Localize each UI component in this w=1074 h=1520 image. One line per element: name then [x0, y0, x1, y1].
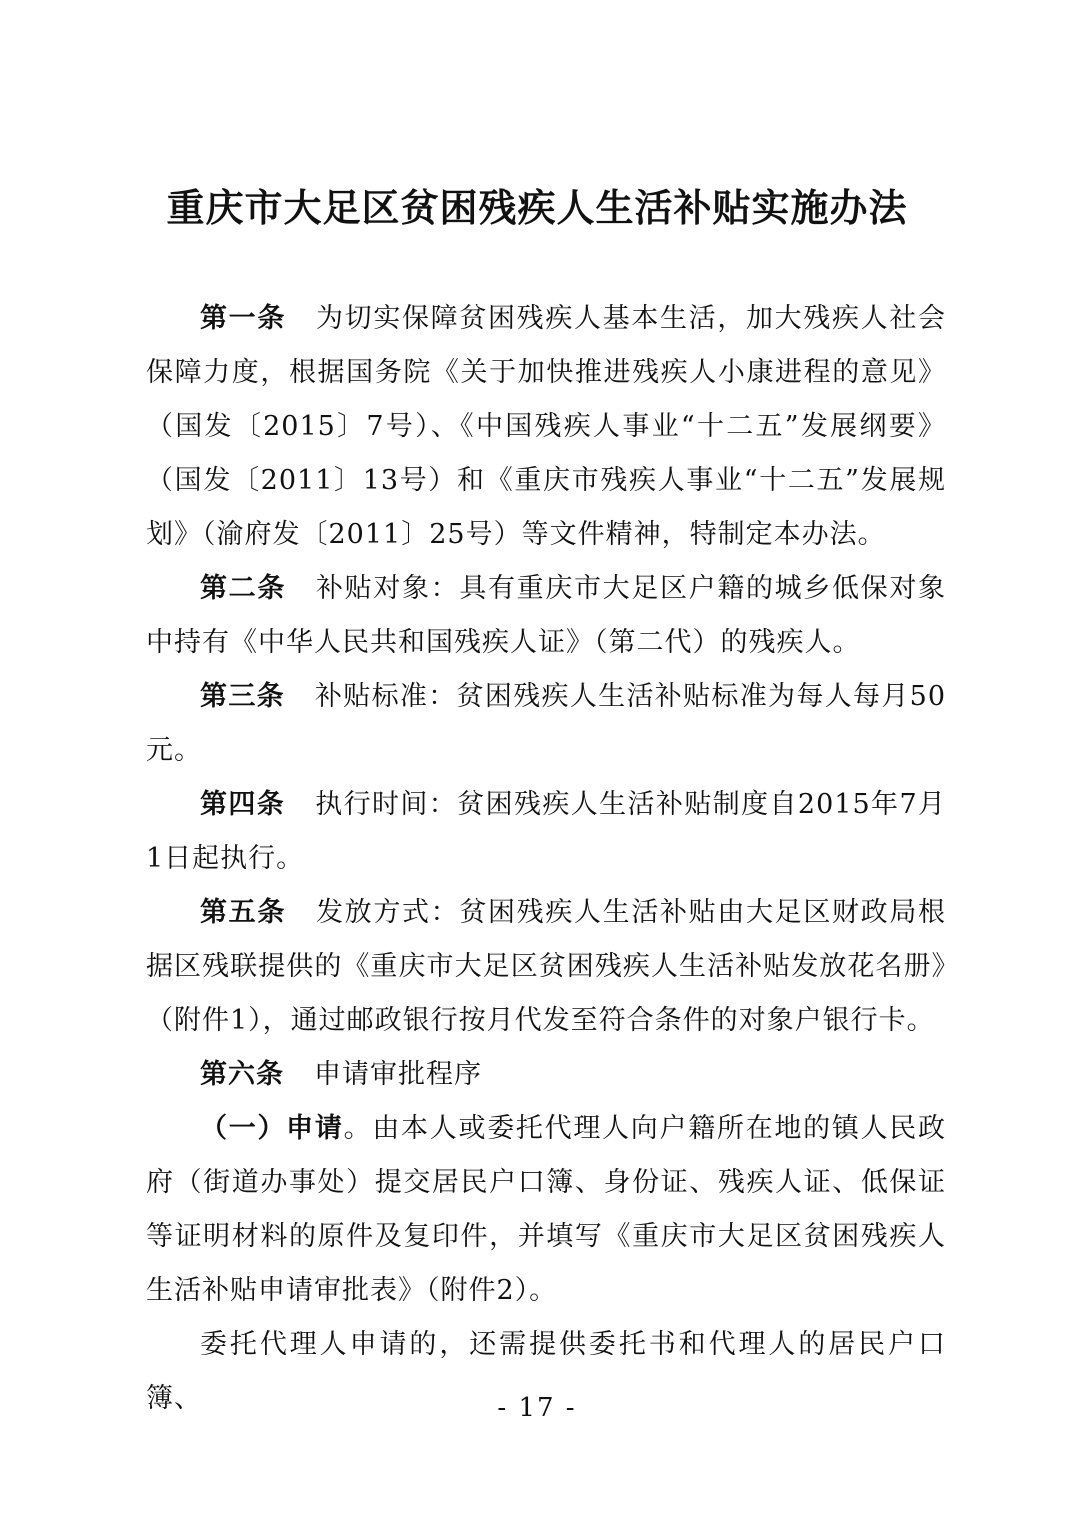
article-2-text: 补贴对象：具有重庆市大足区户籍的城乡低保对象中持有《中华人民共和国残疾人证》（第二代）的残疾人。: [146, 573, 946, 658]
document-body: [146, 292, 946, 1426]
sub-item-1-text: 。由本人或委托代理人向户籍所在地的镇人民政府（街道办事处）提交居民户口簿、身份证、残疾人证、低保证等证明材料的原件及复印件，并填写《重庆市大足区贫困残疾人生活补贴申请审批表》（附件2）。: [146, 1113, 947, 1306]
article-6-text: 申请审批程序: [314, 1059, 482, 1090]
sub-item-1-heading: （一）申请: [200, 1113, 344, 1144]
closing-paragraph: 委托代理人申请的，还需提供委托书和代理人的居民户口簿、: [146, 1329, 946, 1414]
article-4-text: 执行时间：贫困残疾人生活补贴制度自2015年7月1日起执行。: [146, 789, 947, 874]
article-1-text: 为切实保障贫困残疾人基本生活，加大残疾人社会保障力度，根据国务院《关于加快推进残疾人小康进程的意见》（国发〔2015〕7号）、《中国残疾人事业“十二五”发展纲要》（国发〔2011〕13号）和《重庆市残疾人事业“十二五”发展规划》（渝府发〔2011〕25号）等文件精神，特制定本办法。: [146, 303, 946, 550]
article-1-heading: 第一条: [200, 303, 286, 334]
article-6-heading: 第六条: [200, 1059, 284, 1090]
sub-item-1: [146, 1102, 946, 1318]
article-4: [146, 778, 946, 886]
document-title: 重庆市大足区贫困残疾人生活补贴实施办法: [166, 186, 908, 230]
article-5: [146, 886, 946, 1048]
article-4-heading: 第四条: [200, 789, 286, 820]
article-3-text: 补贴标准：贫困残疾人生活补贴标准为每人每月50元。: [146, 681, 947, 766]
article-1: [146, 292, 946, 562]
article-6: [146, 1048, 946, 1102]
page-number: - 17 -: [497, 1393, 577, 1423]
article-3: [146, 670, 946, 778]
article-2-heading: 第二条: [200, 573, 286, 604]
article-5-heading: 第五条: [200, 897, 286, 928]
article-2: [146, 562, 946, 670]
article-3-heading: 第三条: [200, 681, 285, 712]
article-5-text: 发放方式：贫困残疾人生活补贴由大足区财政局根据区残联提供的《重庆市大足区贫困残疾人生活补贴发放花名册》（附件1），通过邮政银行按月代发至符合条件的对象户银行卡。: [146, 897, 946, 1036]
